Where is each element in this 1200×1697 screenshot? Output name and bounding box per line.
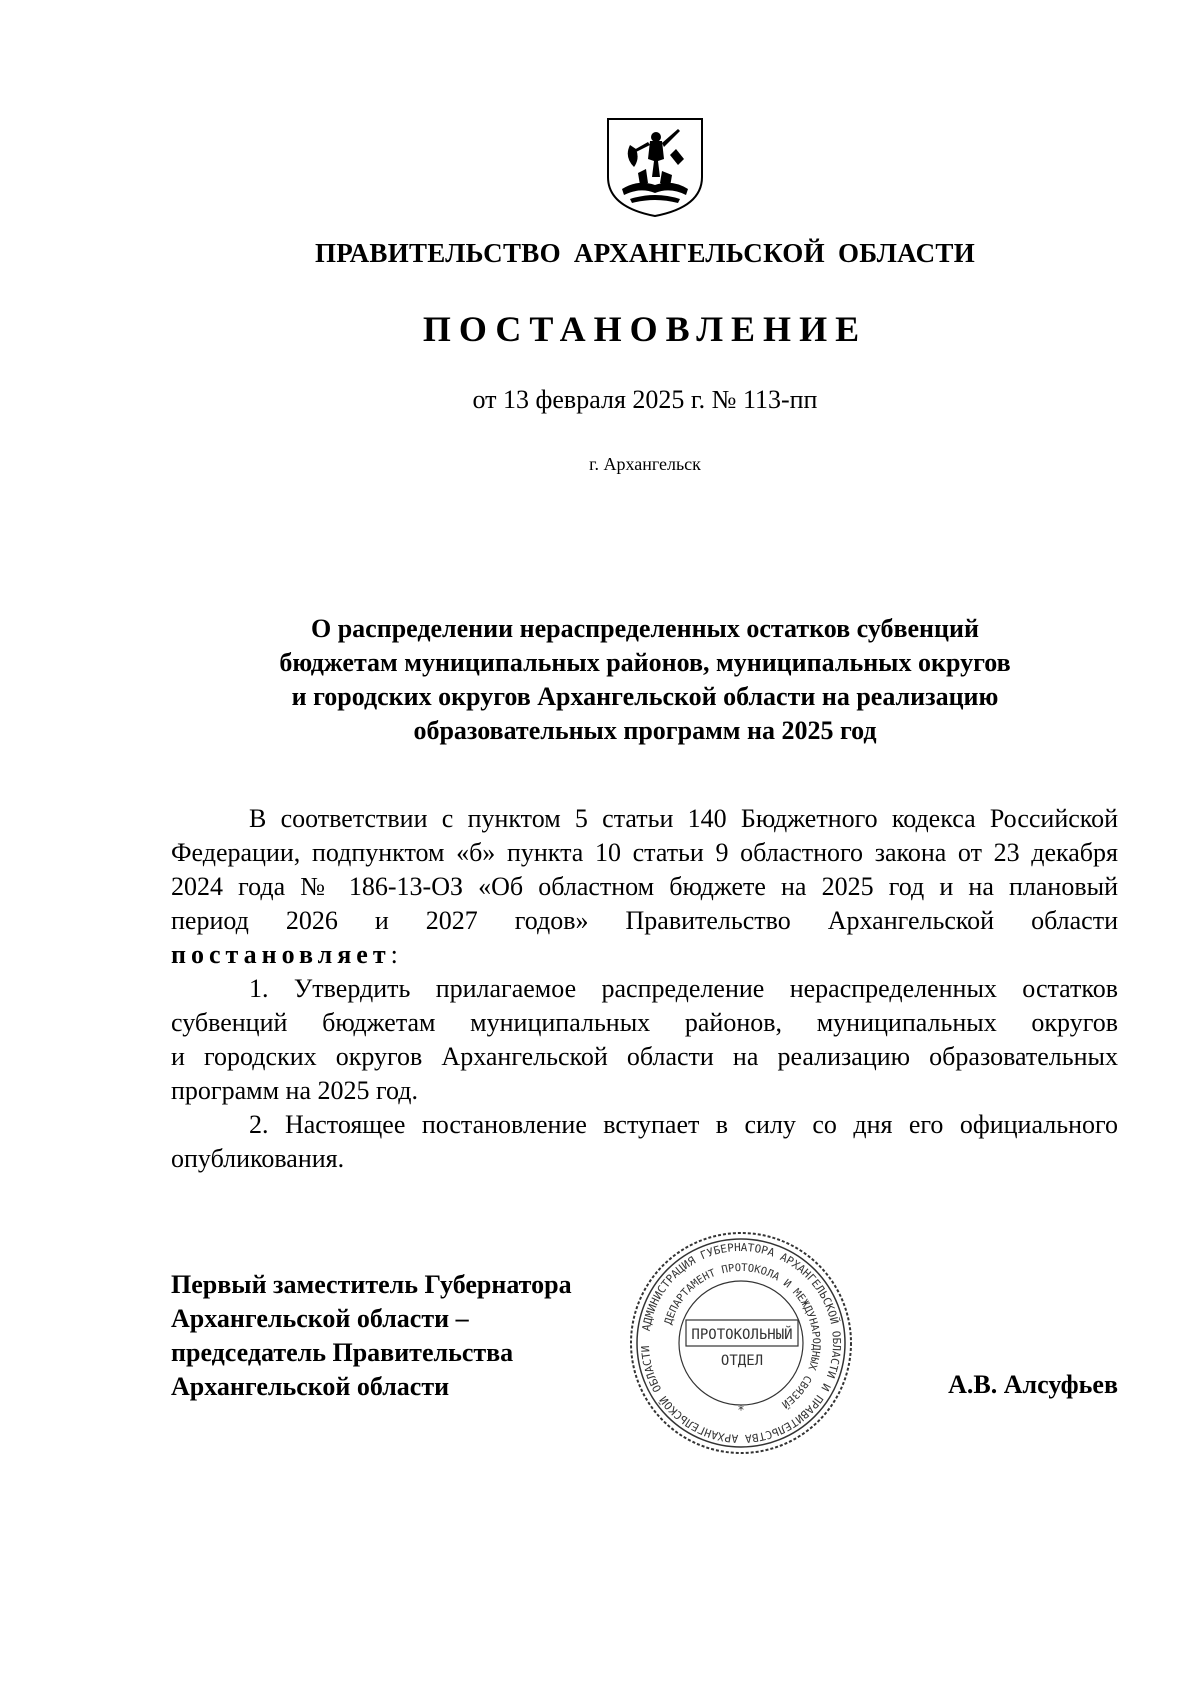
subject-line: образовательных программ на 2025 год bbox=[413, 716, 877, 745]
resolves-colon: : bbox=[390, 940, 398, 969]
subject-line: бюджетам муниципальных районов, муниципальных округов bbox=[279, 648, 1011, 677]
clause-1-line: программ на 2025 год. bbox=[171, 1076, 418, 1105]
document-date-number: от 13 февраля 2025 г. № 113-пп bbox=[472, 385, 818, 414]
signer-position-line: Архангельской области bbox=[171, 1372, 450, 1401]
subject-line: и городских округов Архангельской области на реализацию bbox=[291, 682, 999, 711]
stamp-center-line-1: ПРОТОКОЛЬНЫЙ bbox=[691, 1327, 793, 1343]
signer-position-line: Архангельской области – bbox=[171, 1304, 469, 1333]
coat-of-arms-icon bbox=[600, 115, 710, 220]
document-subject bbox=[170, 612, 1120, 748]
document-body bbox=[171, 802, 1118, 1176]
body-line: период 2026 и 2027 годов» Правительство Архангельской области bbox=[171, 906, 1118, 935]
subject-line: О распределении нераспределенных остатков субвенций bbox=[311, 614, 979, 643]
clause-1-line: субвенций бюджетам муниципальных районов, муниципальных округов bbox=[171, 1008, 1118, 1037]
clause-1-line: 1. Утвердить прилагаемое распределение нераспределенных остатков bbox=[249, 974, 1118, 1003]
signer-position bbox=[171, 1268, 572, 1404]
signer-name: А.В. Алсуфьев bbox=[948, 1370, 1118, 1399]
stamp-inner-text: ДЕПАРТАМЕНТ ПРОТОКОЛА И МЕЖДУНАРОДНЫХ СВЯЗЕЙ bbox=[662, 1261, 823, 1411]
government-title: ПРАВИТЕЛЬСТВО АРХАНГЕЛЬСКОЙ ОБЛАСТИ bbox=[314, 238, 976, 268]
clause-2-line: опубликования. bbox=[171, 1144, 345, 1173]
body-line: Федерации, подпунктом «б» пункта 10 статьи 9 областного закона от 23 декабря bbox=[171, 838, 1118, 867]
stamp-ring-text: АДМИНИСТРАЦИЯ ГУБЕРНАТОРА АРХАНГЕЛЬСКОЙ ОБЛАСТИ И ПРАВИТЕЛЬСТВА АРХАНГЕЛЬСКОЙ ОБЛАСТИ bbox=[638, 1240, 844, 1446]
official-stamp-icon bbox=[626, 1228, 856, 1458]
signer-position-line: Первый заместитель Губернатора bbox=[171, 1270, 572, 1299]
resolves-word: постановляет bbox=[171, 940, 391, 969]
svg-text:*: * bbox=[738, 1403, 744, 1417]
body-line: В соответствии с пунктом 5 статьи 140 Бюджетного кодекса Российской bbox=[249, 804, 1118, 833]
clause-2-line: 2. Настоящее постановление вступает в силу со дня его официального bbox=[249, 1110, 1118, 1139]
clause-1-line: и городских округов Архангельской области на реализацию образовательных bbox=[171, 1042, 1118, 1071]
stamp-center-line-2: ОТДЕЛ bbox=[720, 1353, 764, 1369]
signer-position-line: председатель Правительства bbox=[171, 1338, 514, 1367]
body-line: 2024 года № 186-13-ОЗ «Об областном бюджете на 2025 год и на плановый bbox=[171, 872, 1118, 901]
document-type: ПОСТАНОВЛЕНИЕ bbox=[422, 309, 868, 349]
document-city: г. Архангельск bbox=[589, 454, 701, 474]
body-line bbox=[171, 938, 1118, 972]
